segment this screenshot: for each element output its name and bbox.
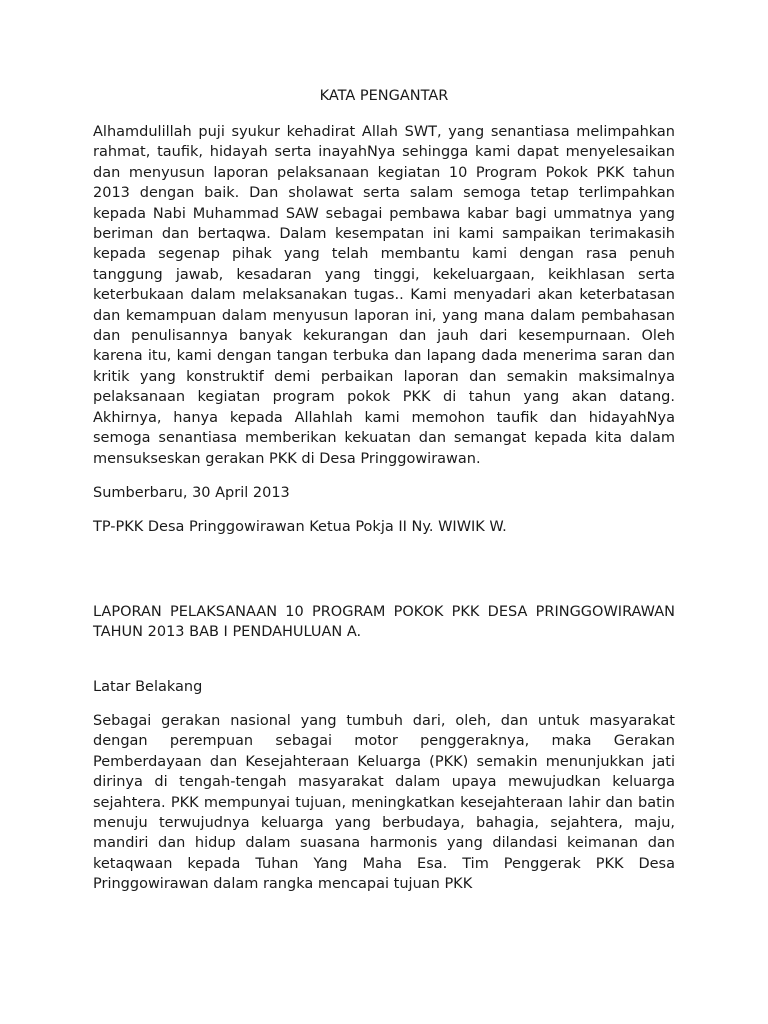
intro-paragraph: Alhamdulillah puji syukur kehadirat Allah SWT, yang senantiasa melimpahkan rahmat, taufik, hidayah serta inayahNya sehingga kami dapat menyelesaikan dan menyusun laporan pelaksanaan kegiatan 10 Program Pokok PKK tahun 2013 dengan baik. Dan sholawat serta salam semoga tetap terlimpahkan kepada Nabi Muhammad SAW sebagai pembawa kabar bagi ummatnya yang beriman dan bertaqwa. Dalam kesempatan ini kami sampaikan terimakasih kepada segenap pihak yang telah membantu kami dengan rasa penuh tanggung jawab, kesadaran yang tinggi, kekeluargaan, keikhlasan serta keterbukaan dalam melaksanakan tugas.. Kami menyadari akan keterbatasan dan kemampuan dalam menyusun laporan ini, yang mana dalam pembahasan dan penulisannya banyak kekurangan dan jauh dari kesempurnaan. Oleh karena itu, kami dengan tangan terbuka dan lapang dada menerima saran dan kritik yang konstruktif demi perbaikan laporan dan semakin maksimalnya pelaksanaan kegiatan program pokok PKK di tahun yang akan datang. Akhirnya, hanya kepada Allahlah kami memohon taufik dan hidayahNya semoga senantiasa memberikan kekuatan dan semangat kepada kita dalam mensukseskan gerakan PKK di Desa Pringgowirawan.: [93, 124, 675, 467]
dateline: Sumberbaru, 30 April 2013: [93, 484, 290, 501]
body-paragraph: Sebagai gerakan nasional yang tumbuh dari, oleh, dan untuk masyarakat dengan perempuan sebagai motor penggeraknya, maka Gerakan Pemberdayaan dan Kesejahteraan Keluarga (PKK) semakin menunjukkan jati dirinya di tengah-tengah masyarakat dalam upaya mewujudkan keluarga sejahtera. PKK mempunyai tujuan, meningkatkan kesejahteraan lahir dan batin menuju terwujudnya keluarga yang berbudaya, bahagia, sejahtera, maju, mandiri dan hidup dalam suasana harmonis yang dilandasi keimanan dan ketaqwaan kepada Tuhan Yang Maha Esa. Tim Penggerak PKK Desa Pringgowirawan dalam rangka mencapai tujuan PKK: [93, 712, 675, 893]
document-title: KATA PENGANTAR: [319, 88, 449, 104]
document-page: [93, 86, 675, 895]
section-heading: Latar Belakang: [93, 678, 203, 695]
signature-line: TP-PKK Desa Pringgowirawan Ketua Pokja II Ny. WIWIK W.: [93, 519, 507, 536]
report-heading: LAPORAN PELAKSANAAN 10 PROGRAM POKOK PKK DESA PRINGGOWIRAWAN TAHUN 2013 BAB I PENDAHULUAN A.: [93, 603, 675, 641]
